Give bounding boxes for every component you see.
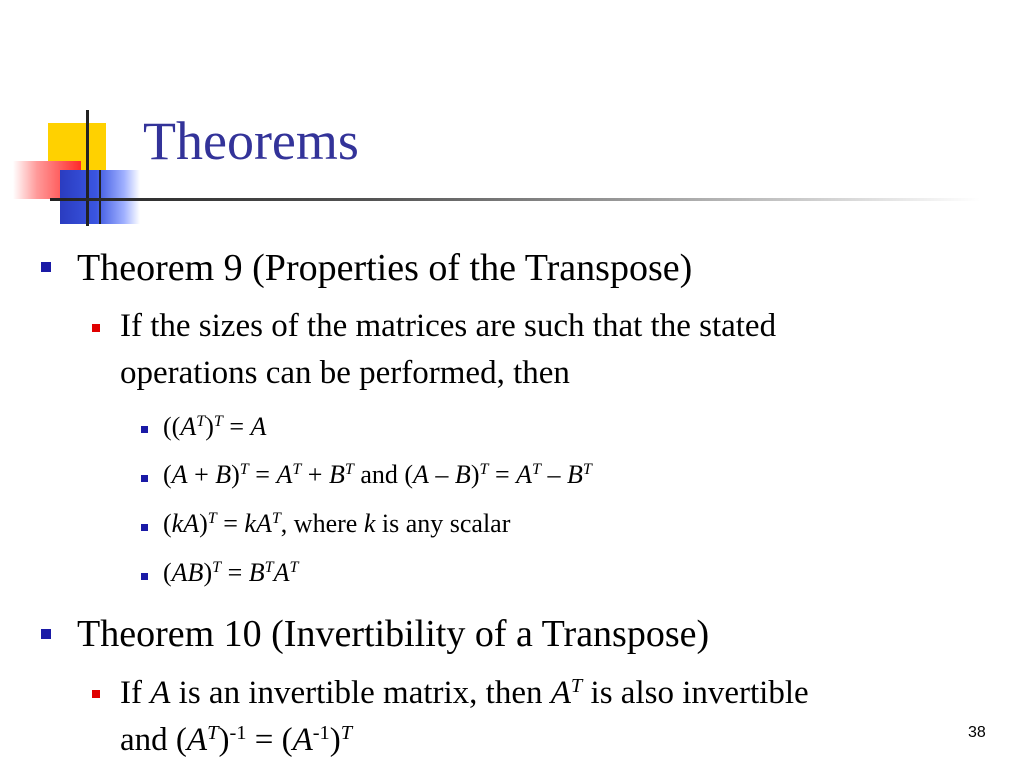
title-underline [50, 198, 980, 201]
property-d: $(AB)^T = B^TA^T$ [163, 558, 299, 587]
bullet-square-icon [92, 690, 100, 698]
bullet-square-icon [41, 262, 51, 272]
bullet-square-icon [141, 426, 148, 433]
theorem9-intro-line2: operations can be performed, then [120, 355, 570, 391]
logo-vertical-line [86, 110, 89, 226]
property-c: $(kA)^T = kA^T$, where k is any scalar [163, 509, 511, 538]
bullet-square-icon [141, 524, 148, 531]
theorem9-intro [120, 303, 776, 397]
bullet-square-icon [141, 475, 148, 482]
bullet-square-icon [141, 573, 148, 580]
theorem10-statement [120, 670, 809, 764]
theorem10-heading: Theorem 10 (Invertibility of a Transpose) [77, 613, 710, 655]
property-a: ($(A^T)^T = A$ [163, 412, 267, 441]
theorem10-statement-line1: If A is an invertible matrix, then $A^T$ is also invertible [120, 674, 809, 711]
theorem9-intro-line1: If the sizes of the matrices are such that the stated [120, 308, 777, 344]
page-number: 38 [968, 724, 986, 741]
slide-title: Theorems [143, 111, 359, 171]
logo-vertical-line-2 [99, 170, 101, 224]
theorem9-heading: Theorem 9 (Properties of the Transpose) [77, 247, 693, 289]
property-b: $(A + B)^T = A^T + B^T$ and $(A - B)^T = A^T - B^T$ [163, 460, 592, 489]
theorem10-statement-line2: and $(A^T)^{-1} = (A^{-1})^T$ [120, 721, 353, 758]
bullet-square-icon [41, 629, 51, 639]
bullet-square-icon [92, 324, 100, 332]
